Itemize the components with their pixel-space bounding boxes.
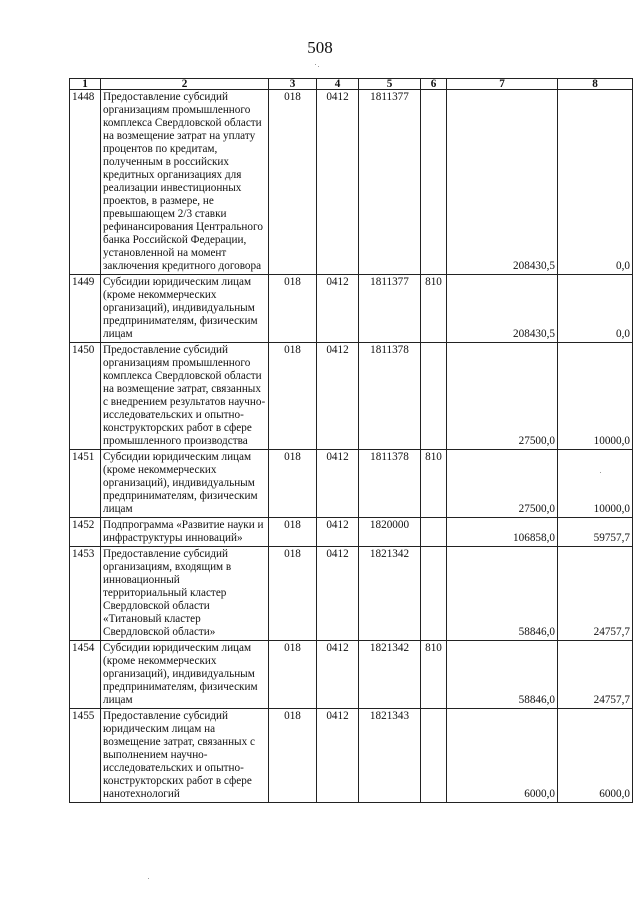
amount-col7: 58846,0	[447, 547, 558, 641]
ministry-code: 018	[269, 518, 317, 547]
row-number: 1448	[70, 90, 101, 275]
header-cell-8: 8	[558, 79, 633, 90]
amount-col8: 0,0	[558, 275, 633, 343]
scan-speck	[148, 878, 149, 879]
header-cell-1: 1	[70, 79, 101, 90]
row-number: 1451	[70, 450, 101, 518]
table-row	[70, 641, 633, 709]
section-code: 0412	[317, 275, 359, 343]
section-code: 0412	[317, 450, 359, 518]
table-header-row	[70, 79, 633, 90]
table-row	[70, 275, 633, 343]
row-description: Предоставление субсидий юридическим лицам на возмещение затрат, связанных с выполнением научно-исследовательских и опытно-конструкторских работ в сфере нанотехнологий	[101, 709, 269, 803]
row-number: 1455	[70, 709, 101, 803]
row-number: 1454	[70, 641, 101, 709]
budget-table	[69, 78, 633, 803]
row-description: Предоставление субсидий организациям промышленного комплекса Свердловской области на возмещение затрат, связанных с внедрением результатов научно-исследовательских и опытно-конструкторских работ в сфере промышленного производства	[101, 343, 269, 450]
table-row	[70, 450, 633, 518]
expense-type-code: 810	[421, 275, 447, 343]
section-code: 0412	[317, 547, 359, 641]
target-article-code: 1820000	[359, 518, 421, 547]
row-description: Предоставление субсидий организациям промышленного комплекса Свердловской области на возмещение затрат на уплату процентов по кредитам, полученным в российских кредитных организациях для реализации инвестиционных проектов, в размере, не превышающем 2/3 ставки рефинансирования Центрального банка Российской Федерации, установленной на момент заключения кредитного договора	[101, 90, 269, 275]
header-cell-7: 7	[447, 79, 558, 90]
amount-col8: 10000,0	[558, 343, 633, 450]
scan-speck	[318, 66, 319, 67]
section-code: 0412	[317, 343, 359, 450]
ministry-code: 018	[269, 450, 317, 518]
amount-col7: 208430,5	[447, 275, 558, 343]
expense-type-code	[421, 518, 447, 547]
amount-col8: 24757,7	[558, 641, 633, 709]
scan-speck	[315, 64, 316, 65]
expense-type-code	[421, 343, 447, 450]
header-cell-2: 2	[101, 79, 269, 90]
page-number: 508	[307, 38, 333, 57]
amount-col8: 24757,7	[558, 547, 633, 641]
ministry-code: 018	[269, 90, 317, 275]
expense-type-code	[421, 709, 447, 803]
table-row	[70, 518, 633, 547]
section-code: 0412	[317, 90, 359, 275]
table-row	[70, 343, 633, 450]
amount-col7: 27500,0	[447, 450, 558, 518]
row-description: Подпрограмма «Развитие науки и инфраструктуры инноваций»	[101, 518, 269, 547]
target-article-code: 1811377	[359, 275, 421, 343]
amount-col8: 6000,0	[558, 709, 633, 803]
row-description: Субсидии юридическим лицам (кроме некоммерческих организаций), индивидуальным предпринимателям, физическим лицам	[101, 641, 269, 709]
target-article-code: 1821342	[359, 641, 421, 709]
table-row	[70, 90, 633, 275]
row-number: 1453	[70, 547, 101, 641]
header-cell-4: 4	[317, 79, 359, 90]
expense-type-code: 810	[421, 450, 447, 518]
section-code: 0412	[317, 641, 359, 709]
target-article-code: 1811378	[359, 343, 421, 450]
target-article-code: 1821343	[359, 709, 421, 803]
expense-type-code: 810	[421, 641, 447, 709]
ministry-code: 018	[269, 641, 317, 709]
amount-col7: 106858,0	[447, 518, 558, 547]
table-row	[70, 709, 633, 803]
amount-col8: 0,0	[558, 90, 633, 275]
row-number: 1452	[70, 518, 101, 547]
amount-col7: 6000,0	[447, 709, 558, 803]
row-description: Субсидии юридическим лицам (кроме некоммерческих организаций), индивидуальным предпринимателям, физическим лицам	[101, 450, 269, 518]
row-number: 1449	[70, 275, 101, 343]
table-row	[70, 547, 633, 641]
ministry-code: 018	[269, 343, 317, 450]
amount-col8: 59757,7	[558, 518, 633, 547]
header-cell-3: 3	[269, 79, 317, 90]
ministry-code: 018	[269, 275, 317, 343]
amount-col7: 27500,0	[447, 343, 558, 450]
amount-col8: 10000,0	[558, 450, 633, 518]
row-description: Предоставление субсидий организациям, входящим в инновационный территориальный кластер Свердловской области «Титановый кластер Свердловской области»	[101, 547, 269, 641]
row-number: 1450	[70, 343, 101, 450]
section-code: 0412	[317, 709, 359, 803]
amount-col7: 58846,0	[447, 641, 558, 709]
header-cell-5: 5	[359, 79, 421, 90]
header-cell-6: 6	[421, 79, 447, 90]
target-article-code: 1811378	[359, 450, 421, 518]
expense-type-code	[421, 547, 447, 641]
ministry-code: 018	[269, 709, 317, 803]
target-article-code: 1821342	[359, 547, 421, 641]
section-code: 0412	[317, 518, 359, 547]
row-description: Субсидии юридическим лицам (кроме некоммерческих организаций), индивидуальным предпринимателям, физическим лицам	[101, 275, 269, 343]
table-body	[70, 79, 633, 803]
ministry-code: 018	[269, 547, 317, 641]
amount-col7: 208430,5	[447, 90, 558, 275]
expense-type-code	[421, 90, 447, 275]
target-article-code: 1811377	[359, 90, 421, 275]
